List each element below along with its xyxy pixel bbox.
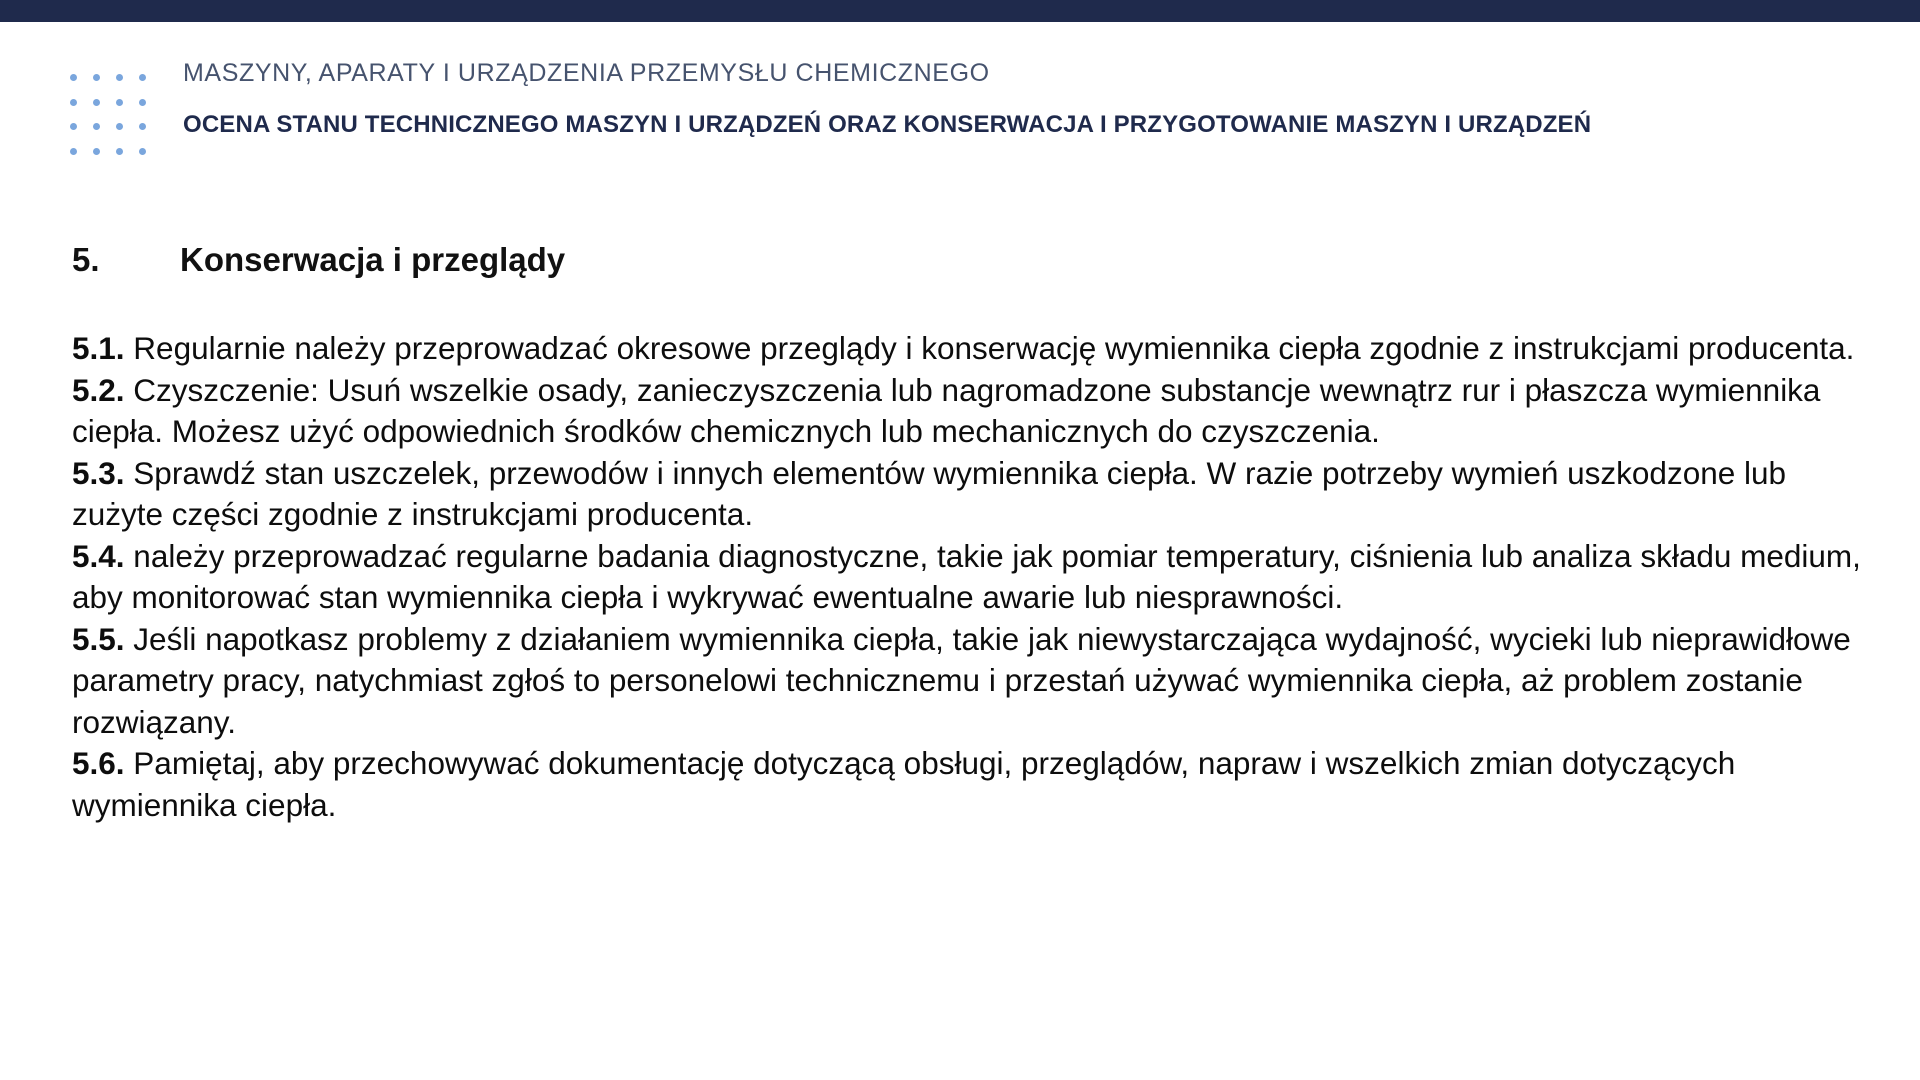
dot-icon xyxy=(70,148,77,155)
page-title xyxy=(72,238,1862,282)
item-text: należy przeprowadzać regularne badania diagnostyczne, takie jak pomiar temperatury, ciśnienia lub analiza składu medium, aby monitorować stan wymiennika ciepła i wykrywać ewentualne awarie lub niesprawności. xyxy=(72,537,1861,615)
item-text: Jeśli napotkasz problemy z działaniem wymiennika ciepła, takie jak niewystarczająca wydajność, wycieki lub nieprawidłowe parametry pracy, natychmiast zgłoś to personelowi technicznemu i przestań używać wymiennika ciepła, aż problem zostanie rozwiązany. xyxy=(72,620,1851,740)
dot-icon xyxy=(70,99,77,106)
list-item xyxy=(72,370,1862,453)
list-item xyxy=(72,619,1862,744)
slide-body xyxy=(72,238,1862,826)
dot-icon xyxy=(116,99,123,106)
dot-icon xyxy=(70,74,77,81)
item-text: Czyszczenie: Usuń wszelkie osady, zanieczyszczenia lub nagromadzone substancje wewnątrz rur i płaszcza wymiennika ciepła. Możesz użyć odpowiednich środków chemicznych lub mechanicznych do czyszczenia. xyxy=(72,371,1821,449)
dot-icon xyxy=(139,148,146,155)
top-accent-bar xyxy=(0,0,1920,22)
dot-icon xyxy=(116,74,123,81)
dot-icon xyxy=(139,74,146,81)
dot-icon xyxy=(93,123,100,130)
dot-icon xyxy=(93,148,100,155)
section-number: 5. xyxy=(72,241,100,278)
course-subtitle: MASZYNY, APARATY I URZĄDZENIA PRZEMYSŁU CHEMICZNEGO xyxy=(183,59,990,87)
list-item xyxy=(72,743,1862,826)
list-item xyxy=(72,536,1862,619)
dot-icon xyxy=(70,123,77,130)
dot-icon xyxy=(93,99,100,106)
item-text: Pamiętaj, aby przechowywać dokumentację dotyczącą obsługi, przeglądów, napraw i wszelkich zmian dotyczących wymiennika ciepła. xyxy=(72,745,1736,823)
topic-title: OCENA STANU TECHNICZNEGO MASZYN I URZĄDZEŃ ORAZ KONSERWACJA I PRZYGOTOWANIE MASZYN I URZĄDZEŃ xyxy=(183,111,1592,138)
slide-header xyxy=(0,58,1920,178)
dot-icon xyxy=(139,99,146,106)
dot-grid-decoration xyxy=(70,74,162,172)
list-item xyxy=(72,328,1862,370)
item-text: Sprawdź stan uszczelek, przewodów i innych elementów wymiennika ciepła. W razie potrzeby wymień uszkodzone lub zużyte części zgodnie z instrukcjami producenta. xyxy=(72,454,1787,532)
item-label: 5.4. xyxy=(72,537,125,574)
header-text-block xyxy=(183,58,1883,140)
item-label: 5.1. xyxy=(72,330,125,366)
item-label: 5.6. xyxy=(72,745,125,781)
dot-icon xyxy=(116,148,123,155)
item-label: 5.5. xyxy=(72,620,125,657)
item-label: 5.2. xyxy=(72,371,125,408)
item-text: Regularnie należy przeprowadzać okresowe przeglądy i konserwację wymiennika ciepła zgodnie z instrukcjami producenta. xyxy=(124,330,1855,366)
dot-icon xyxy=(93,74,100,81)
item-label: 5.3. xyxy=(72,454,125,491)
dot-icon xyxy=(139,123,146,130)
dot-icon xyxy=(116,123,123,130)
section-title-text: Konserwacja i przeglądy xyxy=(180,241,566,278)
list-item xyxy=(72,453,1862,536)
